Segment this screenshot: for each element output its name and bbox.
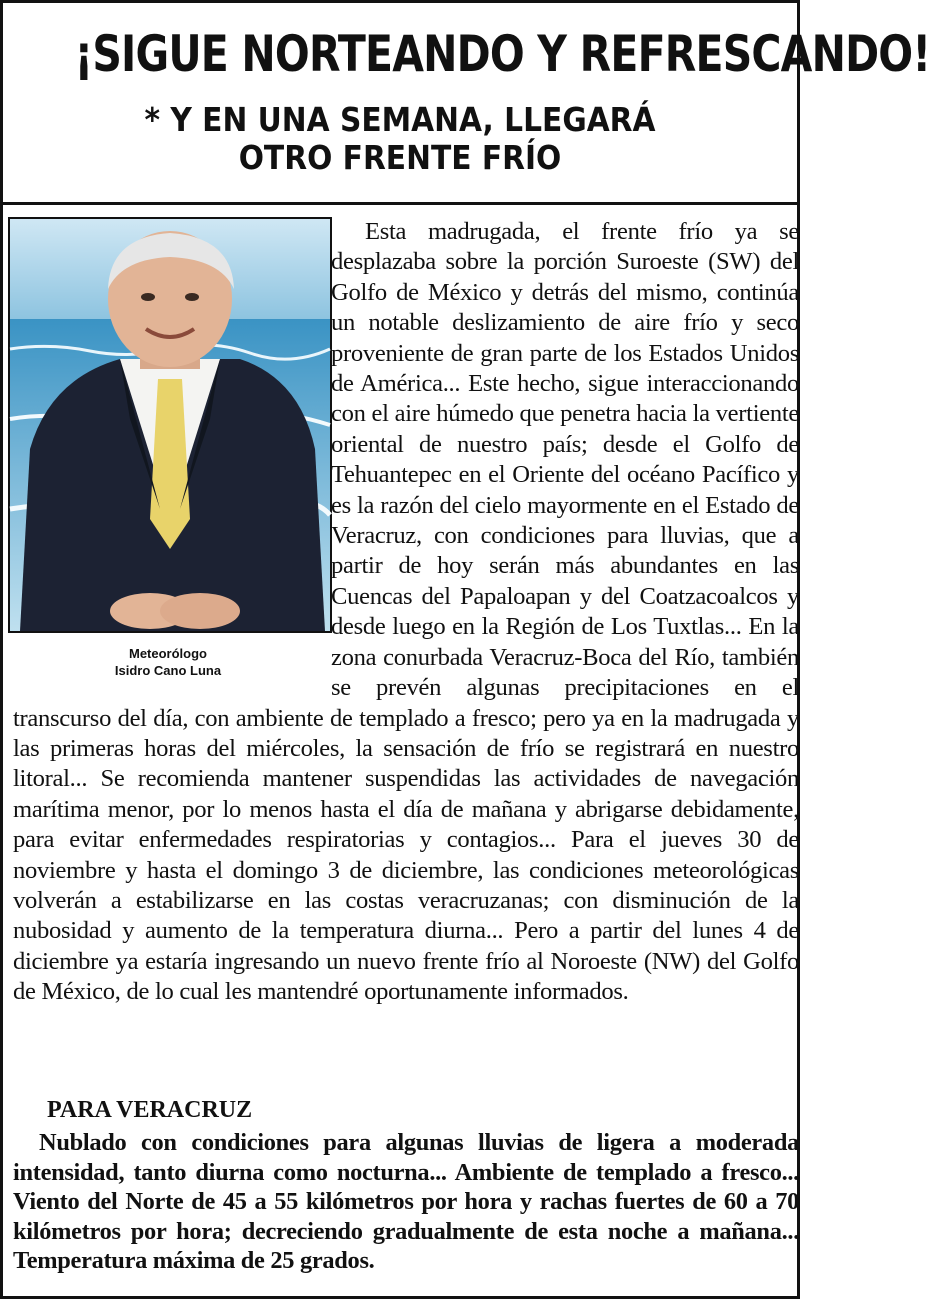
article-paragraph: Esta madrugada, el frente frío ya se desplazaba sobre la porción Suroeste (SW) del Golfo de México y detrás del mismo, continúa un notable deslizamiento de aire frío y seco proveniente de gran parte de los Estados Unidos de América... Este hecho, sigue interaccionando con el aire húmedo que penetra hacia la vertiente oriental de nuestro país; desde el Golfo de Tehuantepec en el Oriente del océano Pacífico y es la razón del cielo mayormente en el Estado de Veracruz, con condiciones para lluvias, que a partir de hoy serán más abundantes en las Cuencas del Papaloapan y del Coatzacoalcos y desde luego en la Región de Los Tuxtlas... En la zona conurbada Veracruz-Boca del Río, también se prevén algunas precipitaciones en el transcurso del día, con ambiente de templado a fresco; pero ya en la madrugada y las primeras horas del miércoles, la sensación de frío se registrará en nuestro litoral... Se recomienda mantener suspendidas las actividades de navegación marítima menor, por lo menos hasta el día de mañana y abrigarse debidamente, para evitar enfermedades respiratorias y contagios... Para el jueves 30 de noviembre y hasta el domingo 3 de diciembre, las condiciones meteorológicas volverán a estabilizarse en las costas veracruzanas; con disminución de la nubosidad y aumento de la temperatura diurna... Pero a partir del lunes 4 de diciembre ya estaría ingresando un nuevo frente frío al Noroeste (NW) del Golfo de México, de lo cual les mantendré oportunamente informados. <box>13 218 799 1006</box>
headline-subtitle <box>43 101 758 177</box>
photo-wrap-spacer <box>3 217 331 703</box>
forecast-text: Nublado con condiciones para algunas lluvias de ligera a moderada intensidad, tanto diurna como nocturna... Ambiente de templado a fresco... Viento del Norte de 45 a 55 kilómetros por hora y rachas fuertes de 60 a 70 kilómetros por hora; decreciendo gradualmente de esta noche a mañana... Temperatura máxima de 25 grados. <box>13 1129 799 1274</box>
caption-name: Isidro Cano Luna <box>114 663 222 678</box>
article-body <box>3 217 799 1008</box>
caption-role: Meteorólogo <box>129 646 207 661</box>
headline-title: ¡SIGUE NORTEANDO Y REFRESCANDO! <box>74 25 930 83</box>
subtitle-line-1: * Y EN UNA SEMANA, LLEGARÁ <box>144 100 656 139</box>
forecast-section <box>3 1096 799 1276</box>
forecast-title: PARA VERACRUZ <box>47 1097 253 1123</box>
headline-block <box>3 9 930 205</box>
subtitle-line-2: OTRO FRENTE FRÍO <box>238 138 562 177</box>
